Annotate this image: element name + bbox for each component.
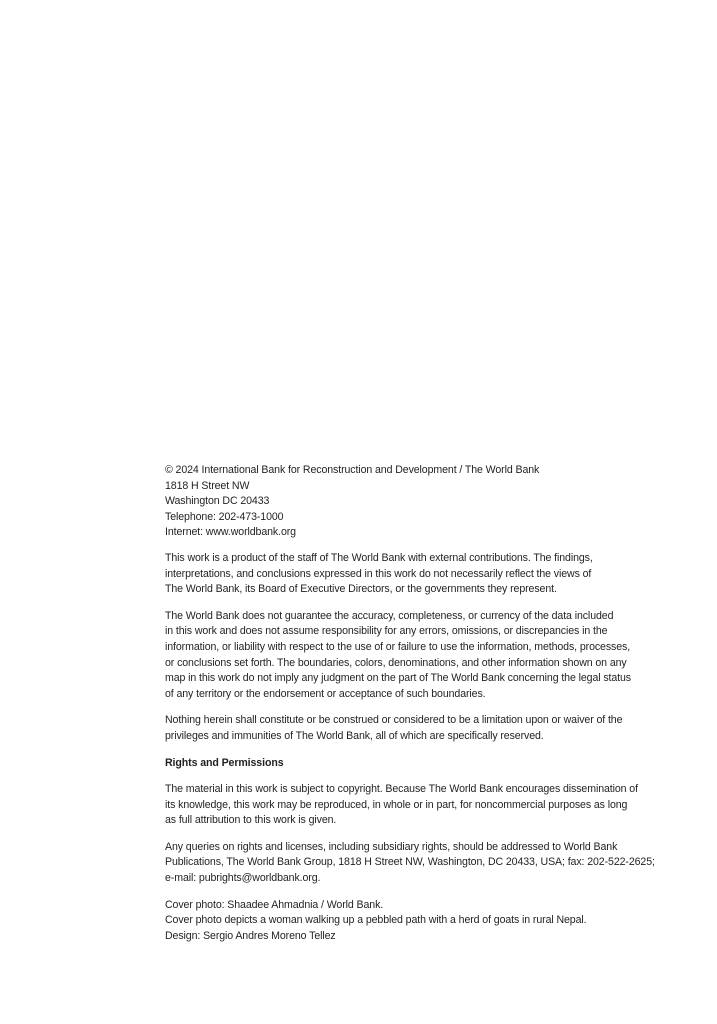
- credits-block: [165, 898, 670, 945]
- paragraph-line: The World Bank, its Board of Executive Directors, or the governments they represent.: [165, 583, 557, 596]
- internet-line: Internet: www.worldbank.org: [165, 526, 296, 539]
- paragraph-line: as full attribution to this work is given.: [165, 814, 337, 827]
- paragraph-line: its knowledge, this work may be reproduced, in whole or in part, for noncommercial purposes as long: [165, 798, 628, 811]
- rights-queries-paragraph: [165, 840, 670, 887]
- copyright-line: © 2024 International Bank for Reconstruction and Development / The World Bank: [165, 464, 540, 476]
- immunities-disclaimer: [165, 713, 670, 744]
- cover-photo-credit: Cover photo: Shaadee Ahmadnia / World Bank.: [165, 898, 384, 911]
- paragraph-line: e-mail: pubrights@worldbank.org.: [165, 872, 321, 885]
- design-credit: Design: Sergio Andres Moreno Tellez: [165, 929, 336, 942]
- paragraph-line: or conclusions set forth. The boundaries, colors, denominations, and other information shown on any: [165, 656, 627, 669]
- paragraph-line: The material in this work is subject to copyright. Because The World Bank encourages dissemination of: [165, 783, 638, 796]
- paragraph-line: map in this work do not imply any judgment on the part of The World Bank concerning the legal status: [165, 672, 632, 685]
- paragraph-line: privileges and immunities of The World Bank, all of which are specifically reserved.: [165, 729, 544, 742]
- rights-permissions-heading: Rights and Permissions: [165, 756, 284, 769]
- rights-copyright-paragraph: [165, 782, 670, 829]
- paragraph-line: Nothing herein shall constitute or be construed or considered to be a limitation upon or waiver of the: [165, 714, 623, 727]
- publisher-address-block: [165, 463, 670, 541]
- paragraph-line: information, or liability with respect to the use of or failure to use the information, methods, processes,: [165, 640, 631, 653]
- accuracy-disclaimer: [165, 609, 670, 703]
- city-address: Washington DC 20433: [165, 495, 270, 508]
- street-address: 1818 H Street NW: [165, 479, 250, 492]
- paragraph-line: of any territory or the endorsement or acceptance of such boundaries.: [165, 687, 486, 700]
- telephone-line: Telephone: 202-473-1000: [165, 510, 284, 523]
- cover-photo-description: Cover photo depicts a woman walking up a pebbled path with a herd of goats in rural Nepal.: [165, 914, 587, 927]
- paragraph-line: This work is a product of the staff of The World Bank with external contributions. The findings,: [165, 551, 593, 564]
- copyright-page-content: [165, 463, 670, 955]
- paragraph-line: Publications, The World Bank Group, 1818 H Street NW, Washington, DC 20433, USA; fax: 202-522-2625;: [165, 856, 655, 869]
- paragraph-line: The World Bank does not guarantee the accuracy, completeness, or currency of the data included: [165, 609, 614, 622]
- paragraph-line: interpretations, and conclusions expressed in this work do not necessarily reflect the views of: [165, 567, 592, 580]
- paragraph-line: in this work and does not assume responsibility for any errors, omissions, or discrepancies in the: [165, 625, 608, 638]
- staff-work-disclaimer: [165, 551, 670, 598]
- paragraph-line: Any queries on rights and licenses, including subsidiary rights, should be addressed to World Bank: [165, 840, 618, 853]
